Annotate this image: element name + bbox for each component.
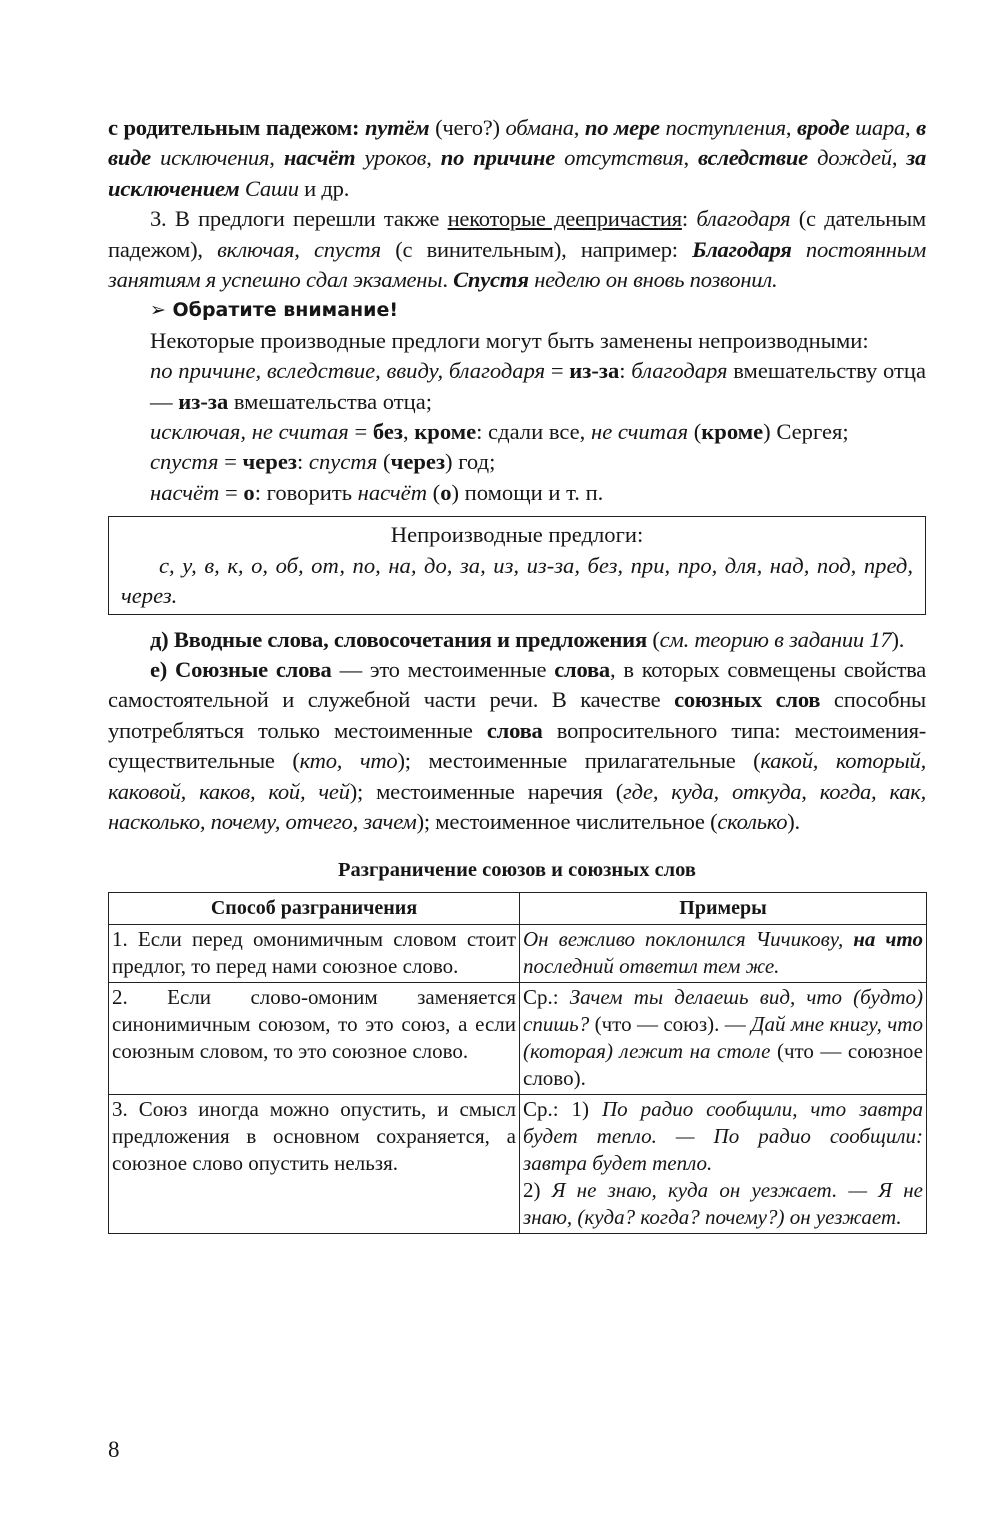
distinction-table [108, 892, 927, 1234]
text-run: неделю он вновь позвонил. [528, 267, 778, 293]
text-run: без [372, 419, 403, 445]
text-run: 2) [523, 1177, 552, 1202]
notice-line [108, 447, 926, 477]
text-run: какой, который, каковой, каков, кой, чей [108, 748, 926, 804]
text-run: Некоторые производные предлоги могут быть заменены непроизводными: [150, 327, 869, 353]
example-cell [520, 924, 927, 982]
text-run: и др. [298, 175, 350, 201]
text-run: из-за [178, 388, 229, 414]
text-run: из-за [569, 358, 620, 384]
page-content [108, 113, 926, 1234]
table-row [109, 924, 927, 982]
text-run: (с винительным), например: [380, 236, 693, 262]
text-run: , [294, 236, 314, 262]
text-run: Благодаря [692, 236, 792, 262]
text-run: вопросительного типа: местоимения-существительные ( [108, 717, 926, 774]
text-run: = [545, 358, 570, 384]
text-run: с родительным падежом: [108, 115, 365, 140]
text-run: благодаря [696, 206, 791, 232]
text-run: спустя [150, 449, 219, 475]
header-examples: Примеры [520, 892, 927, 924]
text-run: последний ответил тем же. [523, 953, 780, 978]
text-run: = [219, 479, 244, 505]
text-run: ) помощи и т. п. [451, 479, 604, 505]
text-run: где, куда, откуда, когда, как, насколько, почему, отчего, зачем [108, 778, 926, 834]
box-list: с, у, в, к, о, об, от, по, на, до, за, из, из-за, без, при, про, для, над, под, пред, через. [121, 552, 913, 609]
text-run: : [619, 358, 632, 384]
text-run: , [573, 115, 585, 140]
text-run: в виде [108, 115, 927, 171]
notice-line [108, 326, 926, 356]
text-run: насчёт [283, 145, 356, 171]
text-run: ) год; [445, 449, 496, 475]
text-run: (что — союз). — [589, 1011, 752, 1036]
text-run: исключая, не считая [150, 419, 349, 445]
text-run: способны употребляться только местоименные [108, 687, 926, 743]
text-run: шара [849, 115, 906, 140]
text-run: , [891, 145, 907, 171]
example-cell [520, 1094, 927, 1233]
text-run: , [905, 115, 917, 140]
text-run: ( [427, 479, 441, 505]
text-run: путём [364, 115, 430, 140]
text-run: благодаря [631, 358, 728, 384]
text-run: ); местоименное числительное ( [416, 808, 718, 834]
table-header-row [109, 892, 927, 924]
method-cell: 3. Союз иногда можно опустить, и смысл предложения в основном сохраняется, а союзное слово опустить нельзя. [109, 1094, 520, 1233]
text-run: вмешательства отца; [228, 388, 433, 414]
text-run: д) Вводные слова, словосочетания и предложения [150, 626, 647, 652]
text-run: уроков [355, 145, 427, 171]
text-run: кроме [701, 419, 764, 445]
text-run: слова [554, 656, 610, 682]
text-run: Ср.: [523, 984, 570, 1009]
page-number: 8 [108, 1437, 120, 1462]
text-run: кроме [414, 419, 477, 445]
text-run: Зачем ты делаешь вид, что (будто) спишь? [523, 984, 924, 1036]
text-run: ( [688, 419, 702, 445]
notice-line [108, 478, 926, 508]
text-run: ( [646, 626, 660, 652]
text-run: слова [486, 717, 543, 743]
text-run: дождей [807, 145, 892, 171]
text-run: По радио сообщили, что завтра будет тепло. — По радио сообщили: завтра будет тепло. [523, 1096, 923, 1175]
text-run: поступления [659, 115, 786, 140]
text-run: ); местоименные наречия ( [349, 778, 624, 804]
text-run: через [390, 449, 446, 475]
text-run: включая [217, 236, 295, 262]
text-run: ); местоименные прилагательные ( [397, 748, 761, 774]
text-run: через [242, 449, 297, 475]
text-run: . [442, 267, 454, 293]
box-title: Непроизводные предлоги: [390, 522, 644, 548]
text-run: отсутствия [554, 145, 684, 171]
table-row [109, 982, 927, 1094]
text-run: ). [787, 808, 800, 834]
text-run: Спустя [453, 267, 529, 293]
table-row [109, 1094, 927, 1233]
text-run: Я не знаю, куда он уезжает. — Я не знаю, (куда? когда? почему?) он уезжает. [523, 1177, 923, 1229]
text-run: исключения [150, 145, 270, 171]
method-cell: 2. Если слово-омоним заменяется синонимичным союзом, то это союз, а если союзным словом, то это союзное слово. [109, 982, 520, 1094]
text-run: по причине [440, 145, 555, 171]
paragraph-gerund-prepositions [108, 204, 926, 295]
text-run: сколько [717, 808, 788, 834]
notice-line [108, 417, 926, 447]
text-run: вроде [797, 115, 850, 140]
text-run: о [440, 479, 452, 505]
text-run: , [785, 115, 797, 140]
text-run: , [683, 145, 699, 171]
text-run: постоянным занятиям я успешно сдал экзамены [108, 236, 926, 293]
table-title: Разграничение союзов и союзных слов [338, 859, 696, 882]
text-run: о [243, 479, 255, 505]
text-run: — это местоименные [331, 656, 555, 682]
text-run: вмешательству отца — [150, 358, 926, 414]
text-run: некоторые деепричастия [447, 206, 682, 232]
text-run: = [348, 419, 373, 445]
header-method: Способ разграничения [109, 892, 520, 924]
text-run: вследствие [698, 145, 808, 171]
notice-line [108, 356, 926, 417]
text-run: спустя [308, 449, 378, 475]
example-cell [520, 982, 927, 1094]
text-run: , [426, 145, 441, 171]
paragraph-prepositions-genitive [108, 113, 926, 204]
text-run: : [296, 449, 309, 475]
text-run: обмана [505, 115, 574, 140]
nonderivative-prepositions-box [108, 516, 926, 614]
text-run: (с дательным падежом), [108, 206, 926, 262]
notice-title: ➢ Обратите внимание! [150, 299, 399, 322]
text-run: : сдали все, [476, 419, 591, 445]
text-run: Он вежливо поклонился Чичикову, [523, 926, 854, 951]
text-run: ( [377, 449, 391, 475]
text-run: спустя [313, 236, 381, 262]
text-run: по мере [584, 115, 660, 140]
text-run: , [402, 419, 415, 445]
method-cell: 1. Если перед омонимичным словом стоит предлог, то перед нами союзное слово. [109, 924, 520, 982]
paragraph-conjunctive-words [108, 655, 926, 837]
notice-block [108, 326, 926, 508]
text-run: ). [891, 626, 905, 652]
text-run: (чего?) [429, 115, 506, 140]
text-run: : [681, 206, 697, 232]
text-run: , [269, 145, 284, 171]
text-run: = [218, 449, 243, 475]
text-run: , в которых совмещены свойства самостоятельной и служебной части речи. В качестве [108, 656, 927, 713]
text-run: кто, что [299, 748, 398, 774]
text-run: 3. В предлоги перешли также [150, 206, 448, 232]
text-run: за исключением [108, 145, 927, 201]
text-run: см. теорию в задании 17 [659, 626, 892, 652]
text-run: насчёт [357, 479, 428, 505]
text-run: Дай мне книгу, что (которая) лежит на столе [523, 1011, 923, 1063]
paragraph-introductory-words [108, 625, 926, 655]
text-run: Ср.: 1) [523, 1096, 602, 1121]
text-run: Саши [239, 175, 299, 201]
text-run: е) Союзные слова [150, 656, 332, 682]
text-run: ) Сергея; [763, 419, 849, 445]
text-run: союзных слов [674, 687, 821, 713]
text-run: : говорить [254, 479, 358, 505]
text-run: (что — союзное слово). [523, 1038, 924, 1090]
text-run: насчёт [150, 479, 220, 505]
text-run: по причине, вследствие, ввиду, благодаря [150, 358, 546, 384]
text-run: не считая [590, 419, 689, 445]
text-run: на что [853, 926, 923, 951]
